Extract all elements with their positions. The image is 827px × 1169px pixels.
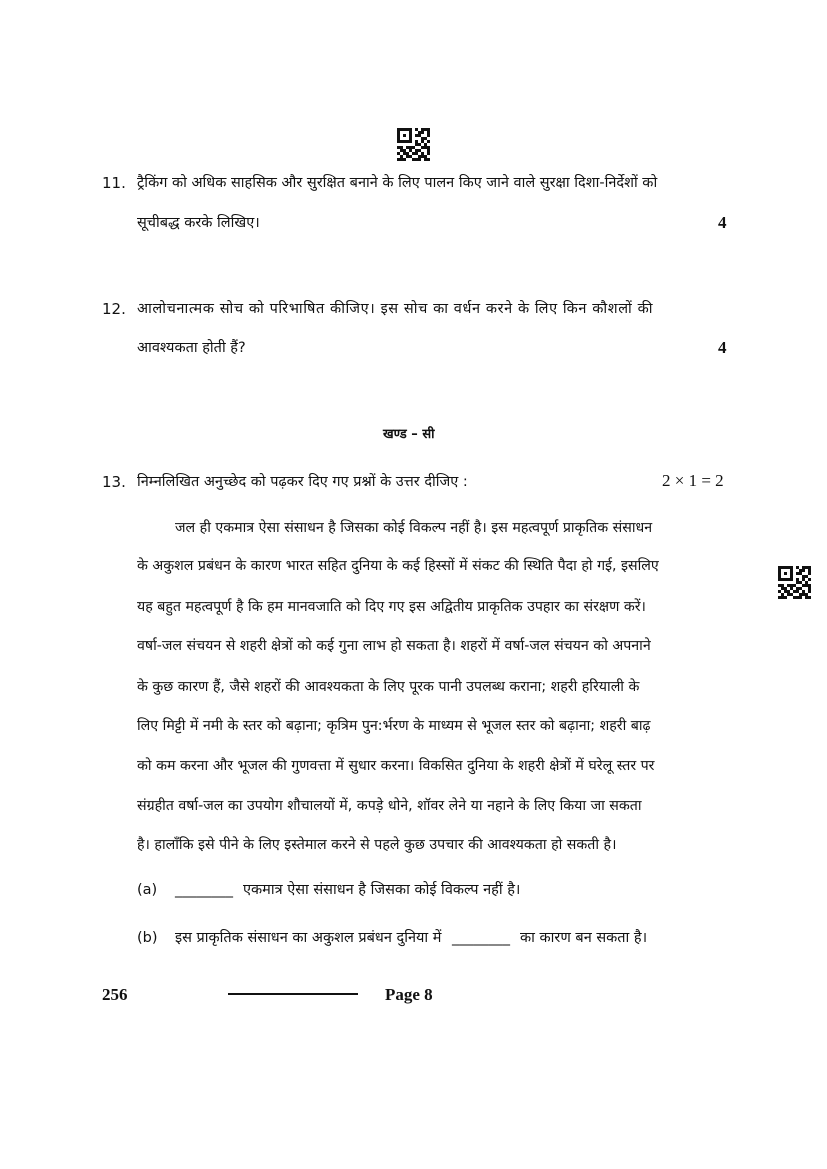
question-text-line: ट्रैकिंग को अधिक साहसिक और सुरक्षित बनाने के लिए पालन किए जाने वाले सुरक्षा दिशा-निर्देशों को <box>137 175 658 191</box>
passage-line: के अकुशल प्रबंधन के कारण भारत सहित दुनिया के कई हिस्सों में संकट की स्थिति पैदा हो गई, इसलिए <box>137 558 659 574</box>
answer-blank: ________ <box>175 882 233 898</box>
page-number: Page 8 <box>385 985 433 1004</box>
question-number: 12. <box>102 300 126 318</box>
question-number: 13. <box>102 473 126 491</box>
passage-line: वर्षा-जल संचयन से शहरी क्षेत्रों को कई गुना लाभ हो सकता है। शहरों में वर्षा-जल संचयन को अपनाने <box>137 638 651 654</box>
question-marks: 4 <box>718 213 727 232</box>
sub-question-label: (a) <box>137 882 158 898</box>
question-text-line: आवश्यकता होती हैं? <box>137 340 246 356</box>
passage-line: संग्रहीत वर्षा-जल का उपयोग शौचालयों में, कपड़े धोने, शॉवर लेने या नहाने के लिए किया जा सकता <box>137 798 642 814</box>
sub-question-text: इस प्राकृतिक संसाधन का अकुशल प्रबंधन दुनिया में <box>175 930 442 946</box>
question-text-line: सूचीबद्ध करके लिखिए। <box>137 215 260 231</box>
passage-line: है। हालाँकि इसे पीने के लिए इस्तेमाल करने से पहले कुछ उपचार की आवश्यकता हो सकती है। <box>137 837 617 853</box>
qr-code-top <box>397 128 430 161</box>
passage-line: यह बहुत महत्वपूर्ण है कि हम मानवजाति को दिए गए इस अद्वितीय प्राकृतिक उपहार का संरक्षण करें। <box>137 599 646 615</box>
answer-blank: ________ <box>452 930 510 946</box>
sub-question-text: का कारण बन सकता है। <box>520 930 648 946</box>
question-instruction: निम्नलिखित अनुच्छेद को पढ़कर दिए गए प्रश्नों के उत्तर दीजिए : <box>137 474 468 490</box>
qr-code-side <box>778 566 811 599</box>
question-marks: 2 × 1 = 2 <box>662 471 724 490</box>
passage-line: लिए मिट्टी में नमी के स्तर को बढ़ाना; कृत्रिम पुन:र्भरण के माध्यम से भूजल स्तर को बढ़ाना; शहरी बाढ़ <box>137 718 651 734</box>
question-number: 11. <box>102 174 126 192</box>
footer-rule <box>228 993 358 995</box>
question-marks: 4 <box>718 338 727 357</box>
passage-line: को कम करना और भूजल की गुणवत्ता में सुधार करना। विकसित दुनिया के शहरी क्षेत्रों में घरेलू स्तर पर <box>137 758 655 774</box>
passage-line: जल ही एकमात्र ऐसा संसाधन है जिसका कोई विकल्प नहीं है। इस महत्वपूर्ण प्राकृतिक संसाधन <box>175 520 653 536</box>
paper-code: 256 <box>102 985 128 1004</box>
question-text-line: आलोचनात्मक सोच को परिभाषित कीजिए। इस सोच का वर्धन करने के लिए किन कौशलों की <box>137 301 654 317</box>
section-title: खण्ड – सी <box>383 427 435 442</box>
sub-question-text: एकमात्र ऐसा संसाधन है जिसका कोई विकल्प नहीं है। <box>243 882 521 898</box>
passage-line: के कुछ कारण हैं, जैसे शहरों की आवश्यकता के लिए पूरक पानी उपलब्ध कराना; शहरी हरियाली के <box>137 679 640 695</box>
sub-question-label: (b) <box>137 930 158 946</box>
